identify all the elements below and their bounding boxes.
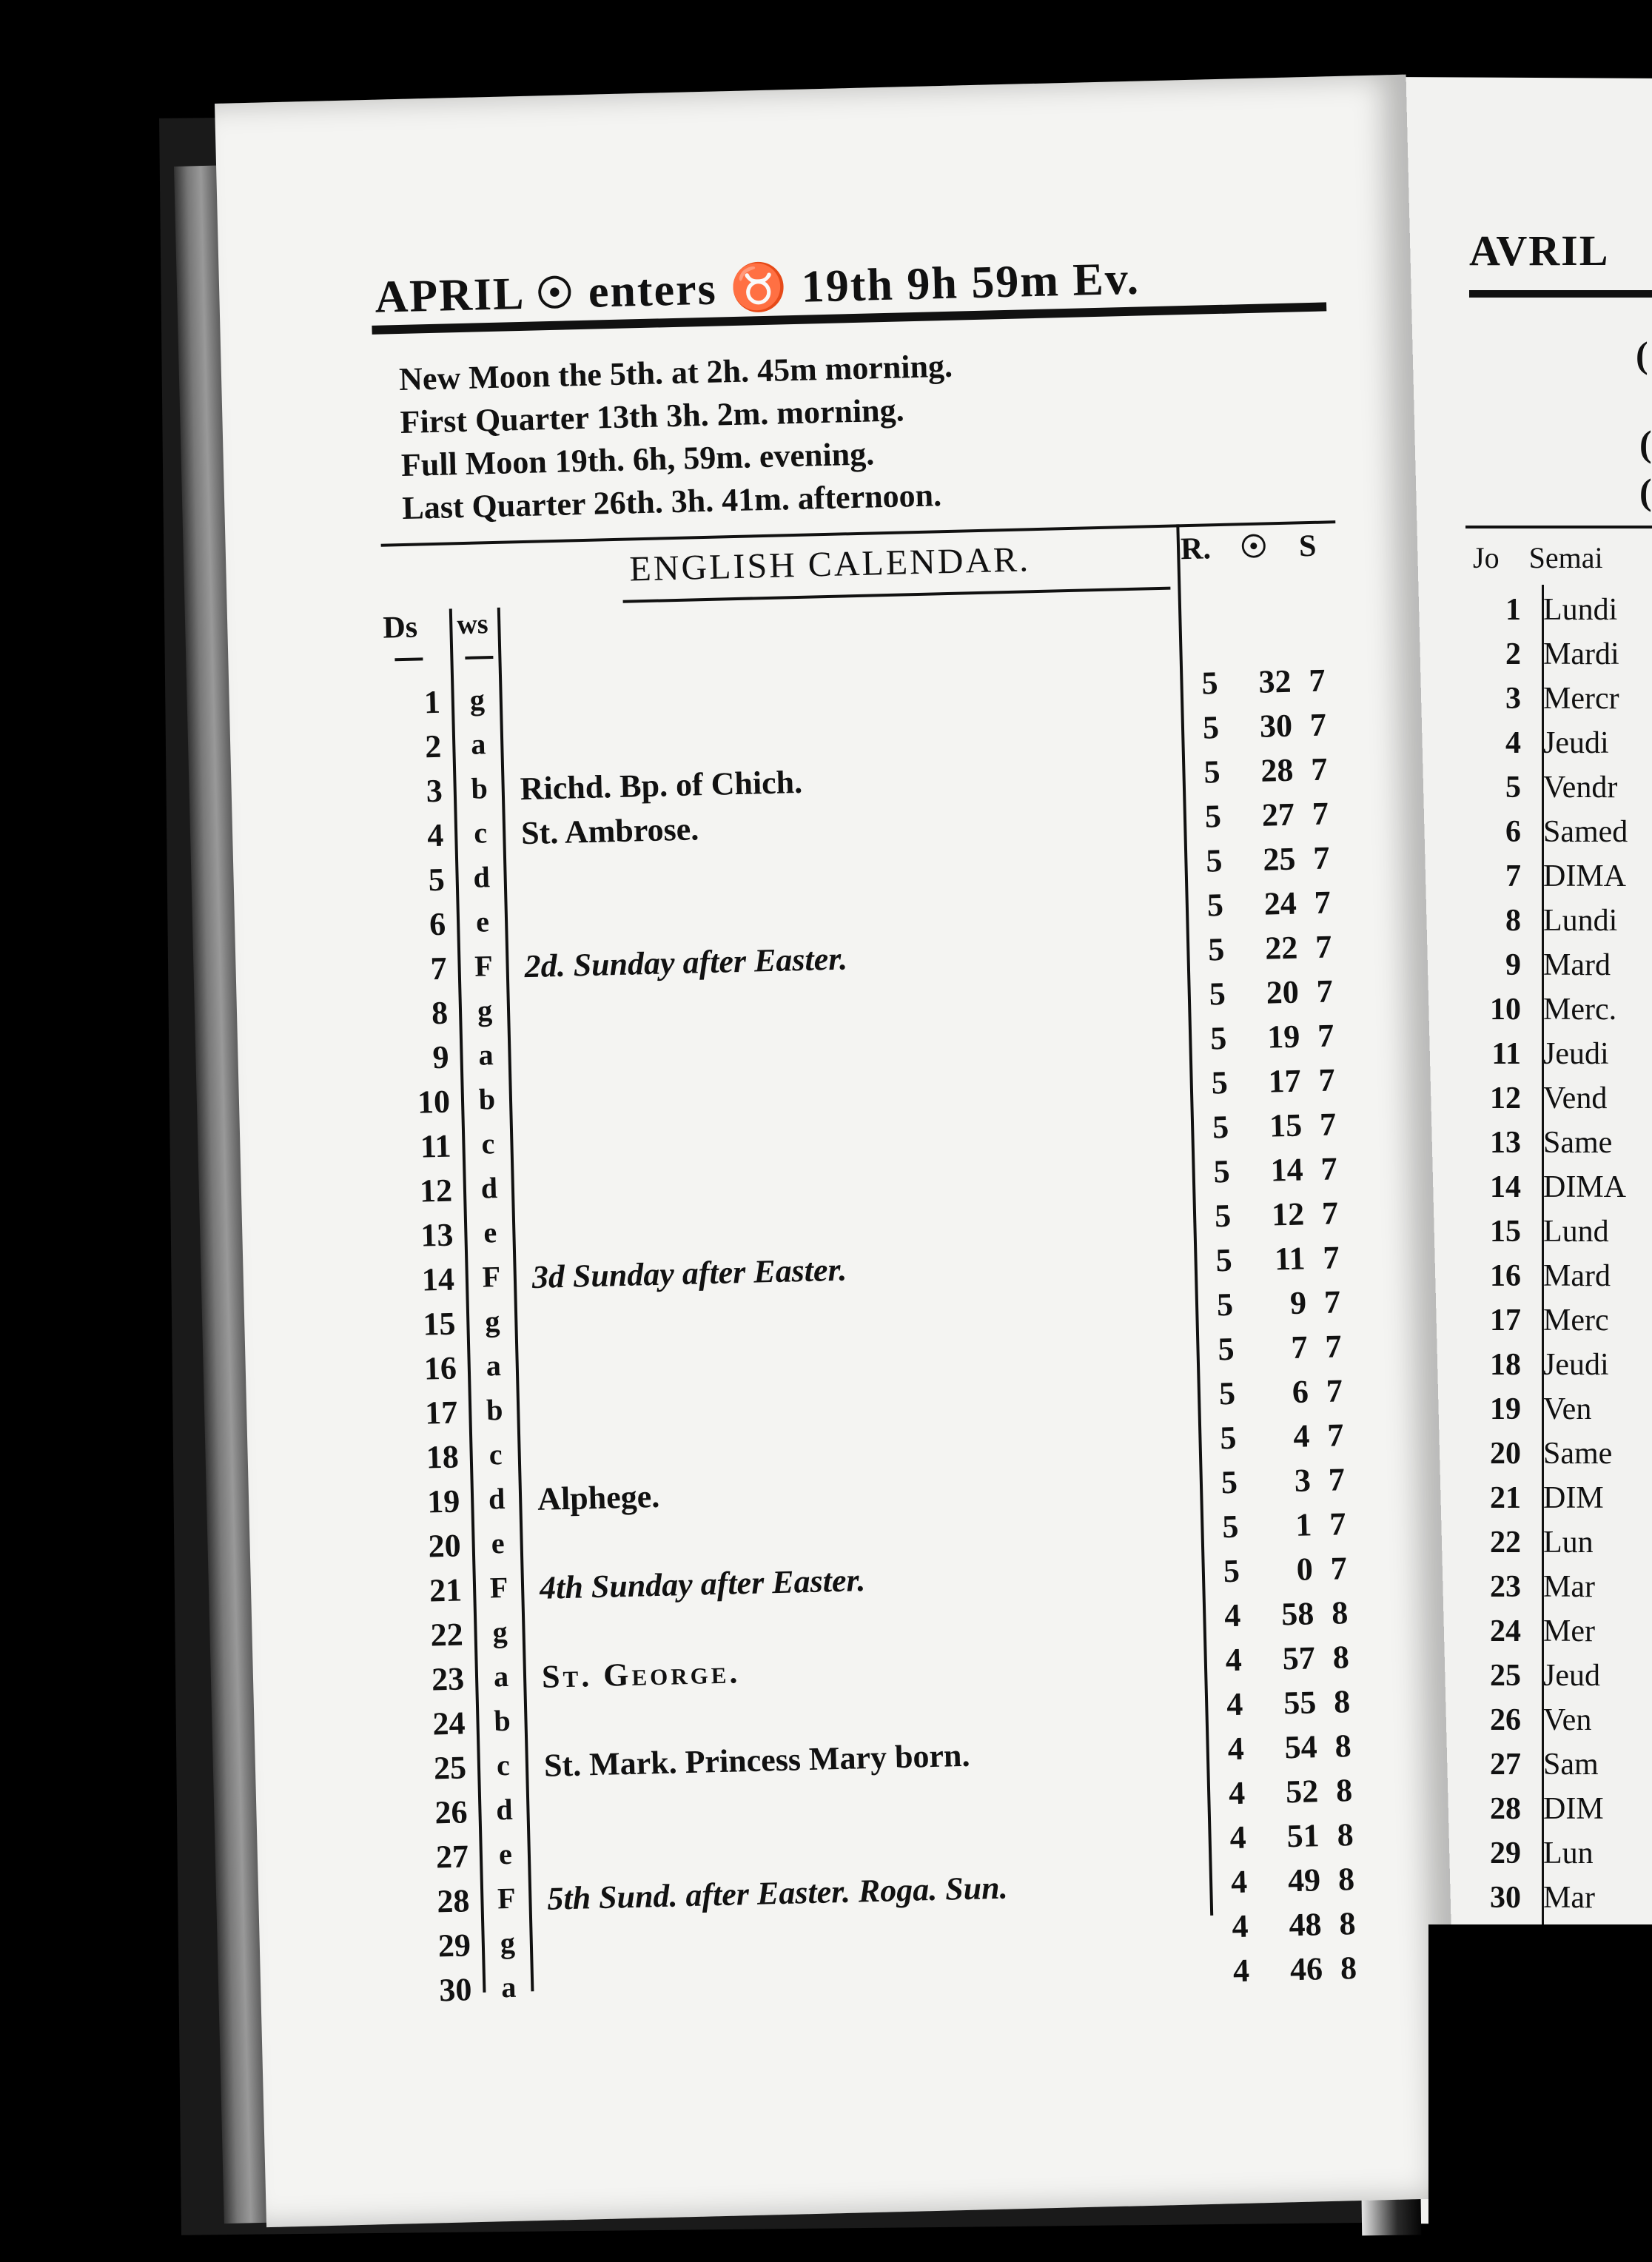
sunrise-minute: 20 — [1266, 973, 1300, 1011]
week-letter: a — [470, 727, 486, 761]
weekday-name: Mardi — [1543, 637, 1619, 671]
sunrise-minute: 12 — [1271, 1195, 1305, 1233]
day-number: 7 — [430, 950, 448, 987]
sunrise-minute: 22 — [1264, 929, 1298, 967]
sunrise-minute: 54 — [1284, 1728, 1318, 1766]
calendar-event: St. George. — [541, 1654, 741, 1695]
sunset-hour: 8 — [1337, 1861, 1355, 1898]
sun-icon: ☉ — [534, 269, 577, 318]
sunset-hour: 8 — [1331, 1594, 1349, 1631]
sunset-hour: 7 — [1328, 1461, 1346, 1498]
day-number: 4 — [1505, 726, 1521, 760]
weekday-name: Ven — [1543, 1392, 1592, 1426]
day-number: 30 — [1490, 1881, 1521, 1915]
week-letter: F — [482, 1260, 501, 1294]
sunrise-minute: 24 — [1263, 885, 1297, 922]
day-number: 19 — [426, 1483, 460, 1520]
right-table-rule — [1465, 526, 1652, 528]
sunrise-minute: 0 — [1296, 1551, 1314, 1588]
fragment-text: ( — [1639, 471, 1652, 512]
sunrise-hour: 5 — [1215, 1241, 1233, 1279]
week-letter: a — [493, 1659, 509, 1694]
sunrise-minute: 27 — [1261, 796, 1295, 833]
moon-phase-line: Full Moon 19th. 6h, 59m. evening. — [400, 435, 875, 483]
sunset-hour: 8 — [1335, 1772, 1353, 1809]
calendar-event: St. Ambrose. — [520, 811, 699, 852]
sunrise-minute: 19 — [1266, 1018, 1300, 1056]
day-number: 30 — [438, 1971, 472, 2009]
sunrise-minute: 3 — [1294, 1462, 1312, 1499]
weekday-name: DIM — [1543, 1481, 1604, 1515]
day-number: 18 — [426, 1438, 460, 1476]
weekday-name: Merc — [1543, 1303, 1609, 1338]
weekday-name: Sam — [1543, 1748, 1599, 1782]
weekday-name: Jeud — [1543, 1659, 1600, 1693]
week-letter: c — [488, 1437, 503, 1471]
calendar-event: 2d. Sunday after Easter. — [524, 940, 848, 985]
right-col-header-days: Jo — [1473, 541, 1500, 574]
week-letter: g — [484, 1304, 500, 1338]
day-number: 10 — [417, 1083, 451, 1121]
week-letter: d — [488, 1481, 506, 1516]
sunrise-minute: 51 — [1286, 1817, 1320, 1855]
left-page — [215, 75, 1458, 2227]
weekday-name: DIMA — [1543, 1170, 1626, 1204]
sunset-hour: 7 — [1312, 839, 1330, 877]
sunset-hour: 7 — [1324, 1328, 1343, 1365]
sunset-hour: 7 — [1309, 706, 1327, 744]
sunset-hour: 7 — [1308, 662, 1326, 699]
day-number: 25 — [433, 1749, 467, 1787]
weekday-name: Mercr — [1543, 682, 1619, 716]
sunrise-hour: 5 — [1216, 1286, 1234, 1323]
month-name: APRIL — [374, 268, 523, 323]
fragment-text: ( — [1636, 334, 1648, 375]
weekday-name: Same — [1543, 1126, 1613, 1160]
sunrise-minute: 52 — [1285, 1773, 1319, 1810]
day-number: 2 — [1505, 637, 1521, 671]
day-number: 1 — [1505, 593, 1521, 627]
sunset-hour: 7 — [1320, 1150, 1338, 1187]
weekday-name: Lun — [1543, 1526, 1594, 1560]
sunrise-minute: 25 — [1262, 840, 1296, 878]
sunrise-minute: 55 — [1283, 1684, 1317, 1722]
sunrise-hour: 5 — [1207, 931, 1225, 968]
week-letter: b — [493, 1703, 511, 1738]
col-header-rises: R. — [1180, 531, 1212, 567]
week-letter: F — [497, 1881, 517, 1916]
day-number: 23 — [1490, 1570, 1521, 1604]
calendar-event: St. Mark. Princess Mary born. — [543, 1736, 971, 1784]
sunrise-hour: 4 — [1227, 1730, 1245, 1768]
day-number: 28 — [436, 1882, 471, 1920]
page-shadow — [1428, 1924, 1652, 2235]
day-number: 26 — [434, 1793, 469, 1831]
sunrise-hour: 5 — [1206, 887, 1224, 924]
sunset-hour: 7 — [1326, 1417, 1345, 1454]
right-col-headers — [1473, 540, 1603, 575]
header-tick — [394, 657, 423, 661]
week-letter: e — [491, 1526, 506, 1560]
sunset-hour: 7 — [1317, 1017, 1334, 1054]
sunset-hour: 7 — [1318, 1061, 1336, 1098]
sunrise-hour: 4 — [1232, 1952, 1250, 1990]
header-tick — [465, 656, 493, 660]
sunrise-minute: 17 — [1268, 1062, 1302, 1100]
sunset-hour: 7 — [1329, 1506, 1346, 1543]
day-number: 14 — [421, 1261, 455, 1298]
day-number: 19 — [1490, 1392, 1521, 1426]
calendar-title: ENGLISH CALENDAR. — [628, 540, 1031, 589]
fragment-text: ( — [1639, 423, 1652, 464]
week-letter: g — [477, 993, 493, 1027]
week-letter: e — [483, 1215, 497, 1249]
day-number: 14 — [1490, 1170, 1521, 1204]
calendar-event: 5th Sund. after Easter. Roga. Sun. — [546, 1869, 1009, 1917]
sunrise-minute: 9 — [1289, 1284, 1307, 1321]
day-number: 3 — [1505, 682, 1521, 716]
sun-icon: ☉ — [1239, 530, 1269, 566]
sunrise-hour: 5 — [1209, 1019, 1227, 1057]
sunrise-hour: 5 — [1212, 1108, 1229, 1146]
sunrise-minute: 30 — [1259, 707, 1293, 745]
week-letter: g — [469, 682, 486, 716]
day-number: 17 — [1490, 1303, 1521, 1338]
sunset-hour: 8 — [1333, 1683, 1351, 1720]
day-number: 17 — [424, 1394, 458, 1432]
day-number: 16 — [423, 1349, 457, 1387]
weekday-name: DIMA — [1543, 859, 1626, 893]
weekday-name: Jeudi — [1543, 726, 1609, 760]
day-number: 8 — [431, 994, 449, 1032]
sunrise-minute: 32 — [1258, 662, 1292, 700]
week-letter: e — [498, 1836, 513, 1871]
sunrise-minute: 14 — [1270, 1151, 1304, 1189]
calendar-event: 3d Sunday after Easter. — [531, 1251, 847, 1295]
weekday-name: Mer — [1543, 1614, 1595, 1648]
sunrise-hour: 5 — [1201, 665, 1219, 702]
sunrise-hour: 4 — [1229, 1819, 1247, 1856]
sunrise-hour: 4 — [1223, 1597, 1241, 1634]
right-page-title: AVRIL — [1469, 226, 1610, 275]
sunrise-hour: 5 — [1218, 1375, 1236, 1412]
day-number: 3 — [426, 772, 443, 810]
sunset-hour: 8 — [1334, 1728, 1352, 1765]
week-letter: a — [486, 1349, 502, 1383]
sunrise-minute: 58 — [1280, 1595, 1314, 1633]
col-header-days: Ds — [382, 610, 418, 645]
sunrise-minute: 1 — [1295, 1506, 1312, 1543]
sunrise-hour: 5 — [1203, 754, 1221, 791]
sunrise-hour: 4 — [1228, 1774, 1246, 1812]
sunrise-hour: 4 — [1230, 1863, 1248, 1901]
weekday-name: Mar — [1543, 1570, 1595, 1604]
weekday-name: Vendr — [1543, 771, 1618, 805]
weekday-name: Merc. — [1543, 993, 1617, 1027]
week-letter: b — [486, 1393, 503, 1427]
sunrise-minute: 11 — [1274, 1240, 1306, 1278]
day-number: 6 — [429, 905, 446, 943]
weekday-name: Mard — [1543, 948, 1611, 982]
day-number: 9 — [1505, 948, 1521, 982]
day-number: 11 — [1491, 1037, 1521, 1071]
right-title-rule — [1469, 290, 1652, 298]
weekday-name: Same — [1543, 1437, 1613, 1471]
weekday-name: Lund — [1543, 1215, 1609, 1249]
sunrise-hour: 5 — [1220, 1463, 1238, 1501]
day-number: 29 — [437, 1927, 471, 1964]
sunrise-minute: 46 — [1289, 1950, 1323, 1988]
week-letter: d — [495, 1792, 514, 1827]
day-number: 11 — [420, 1127, 452, 1165]
day-number: 22 — [1490, 1526, 1521, 1560]
sunrise-hour: 4 — [1226, 1685, 1243, 1723]
sunrise-minute: 57 — [1282, 1640, 1316, 1677]
weekday-name: Ven — [1543, 1703, 1592, 1737]
day-number: 20 — [1490, 1437, 1521, 1471]
day-number: 29 — [1490, 1836, 1521, 1870]
calendar-title-rule — [623, 587, 1171, 603]
right-col-header-weekday: Semai — [1528, 541, 1603, 574]
sunrise-hour: 5 — [1221, 1508, 1239, 1546]
header-time: 19th 9h 59m Ev. — [800, 253, 1141, 312]
sunrise-hour: 5 — [1219, 1419, 1238, 1457]
weekday-name: Mard — [1543, 1259, 1611, 1293]
day-number: 24 — [432, 1705, 466, 1742]
day-number: 18 — [1490, 1348, 1521, 1382]
weekday-name: Vend — [1543, 1081, 1608, 1115]
sunrise-minute: 4 — [1292, 1417, 1311, 1454]
day-number: 12 — [1490, 1081, 1521, 1115]
calendar-event: 4th Sunday after Easter. — [539, 1562, 866, 1606]
day-number: 6 — [1505, 815, 1521, 849]
moon-phase-line: Last Quarter 26th. 3h. 41m. afternoon. — [401, 477, 942, 526]
day-number: 4 — [426, 816, 444, 854]
day-number: 13 — [1490, 1126, 1521, 1160]
week-letter: c — [480, 1127, 495, 1161]
sunrise-hour: 5 — [1213, 1152, 1231, 1190]
sunset-hour: 7 — [1314, 928, 1332, 965]
week-letter: c — [473, 816, 488, 850]
calendar-event: Alphege. — [537, 1477, 660, 1517]
moon-phases — [398, 345, 956, 530]
sunrise-minute: 48 — [1288, 1906, 1323, 1944]
sunset-hour: 7 — [1310, 751, 1329, 788]
sunset-hour: 7 — [1326, 1372, 1343, 1409]
moon-phase-line: New Moon the 5th. at 2h. 45m morning. — [398, 347, 953, 398]
sunrise-minute: 28 — [1260, 751, 1295, 789]
sunrise-hour: 5 — [1223, 1552, 1240, 1590]
sunrise-hour: 5 — [1205, 842, 1223, 879]
day-number: 27 — [1490, 1748, 1521, 1782]
weekday-name: Lun — [1543, 1836, 1594, 1870]
sunset-hour: 8 — [1340, 1950, 1357, 1987]
sunset-hour: 7 — [1312, 795, 1329, 833]
calendar-event: Richd. Bp. of Chich. — [520, 763, 803, 808]
sunset-hour: 7 — [1330, 1550, 1348, 1587]
sunrise-hour: 5 — [1211, 1064, 1229, 1101]
sunrise-minute: 49 — [1287, 1862, 1321, 1899]
weekday-name: Jeudi — [1543, 1348, 1609, 1382]
weekday-name: Jeudi — [1543, 1037, 1609, 1071]
sunrise-hour: 5 — [1214, 1197, 1232, 1235]
day-number: 5 — [428, 861, 446, 899]
header-text: enters — [588, 264, 718, 318]
sunrise-hour: 4 — [1231, 1907, 1249, 1945]
taurus-icon: ♉ — [729, 262, 790, 315]
moon-phase-line: First Quarter 13th 3h. 2m. morning. — [399, 392, 905, 440]
day-number: 26 — [1490, 1703, 1521, 1737]
sunset-hour: 7 — [1316, 973, 1334, 1010]
sunset-hour: 7 — [1322, 1239, 1340, 1276]
weekday-name: Mar — [1543, 1881, 1595, 1915]
day-number: 20 — [428, 1527, 462, 1565]
day-number: 23 — [431, 1660, 465, 1698]
day-number: 8 — [1505, 904, 1521, 938]
sunrise-hour: 5 — [1209, 975, 1226, 1013]
sunset-hour: 7 — [1321, 1195, 1339, 1232]
day-number: 21 — [1490, 1481, 1521, 1515]
week-letter: F — [474, 949, 494, 983]
day-number: 12 — [419, 1172, 453, 1209]
sunset-hour: 7 — [1314, 884, 1332, 922]
col-header-sets: S — [1298, 528, 1317, 564]
sunrise-minute: 7 — [1290, 1329, 1309, 1366]
week-letter: g — [500, 1925, 516, 1960]
week-letter: a — [477, 1038, 494, 1072]
day-number: 25 — [1490, 1659, 1521, 1693]
week-letter: e — [475, 905, 490, 939]
sunset-hour: 7 — [1319, 1106, 1337, 1143]
weekday-name: Samed — [1543, 815, 1628, 849]
sunrise-minute: 15 — [1269, 1107, 1303, 1144]
day-number: 10 — [1490, 993, 1521, 1027]
day-number: 2 — [424, 728, 442, 765]
day-number: 24 — [1490, 1614, 1521, 1648]
week-letter: c — [496, 1748, 511, 1782]
sunset-hour: 8 — [1338, 1905, 1357, 1942]
col-header-week-letters: ws — [456, 608, 489, 641]
sunrise-hour: 5 — [1202, 709, 1220, 746]
week-letter: g — [492, 1614, 508, 1649]
day-number: 21 — [429, 1571, 463, 1609]
day-number: 7 — [1505, 859, 1521, 893]
day-number: 9 — [432, 1038, 450, 1076]
week-letter: b — [478, 1082, 496, 1116]
week-letter: d — [472, 860, 491, 894]
sunrise-minute: 6 — [1292, 1373, 1309, 1410]
week-letter: b — [471, 771, 488, 805]
day-number: 28 — [1490, 1792, 1521, 1826]
day-number: 27 — [435, 1838, 469, 1876]
day-number: 22 — [430, 1616, 464, 1654]
day-number: 15 — [1490, 1215, 1521, 1249]
week-letter: a — [500, 1970, 517, 2004]
weekday-name: Lundi — [1543, 904, 1618, 938]
sunset-hour: 8 — [1332, 1639, 1350, 1676]
week-letter: d — [480, 1171, 498, 1205]
day-number: 15 — [422, 1305, 456, 1343]
day-number: 5 — [1505, 771, 1521, 805]
sunset-hour: 8 — [1337, 1816, 1354, 1853]
sunrise-hour: 5 — [1204, 798, 1222, 835]
weekday-name: DIM — [1543, 1792, 1604, 1826]
day-number: 13 — [420, 1216, 454, 1254]
sunrise-hour: 5 — [1217, 1330, 1235, 1368]
day-number: 1 — [423, 683, 441, 721]
week-letter: F — [489, 1570, 508, 1605]
sunrise-hour: 4 — [1225, 1641, 1243, 1679]
sunset-hour: 7 — [1323, 1283, 1341, 1320]
day-number: 16 — [1490, 1259, 1521, 1293]
weekday-name: Lundi — [1543, 593, 1618, 627]
